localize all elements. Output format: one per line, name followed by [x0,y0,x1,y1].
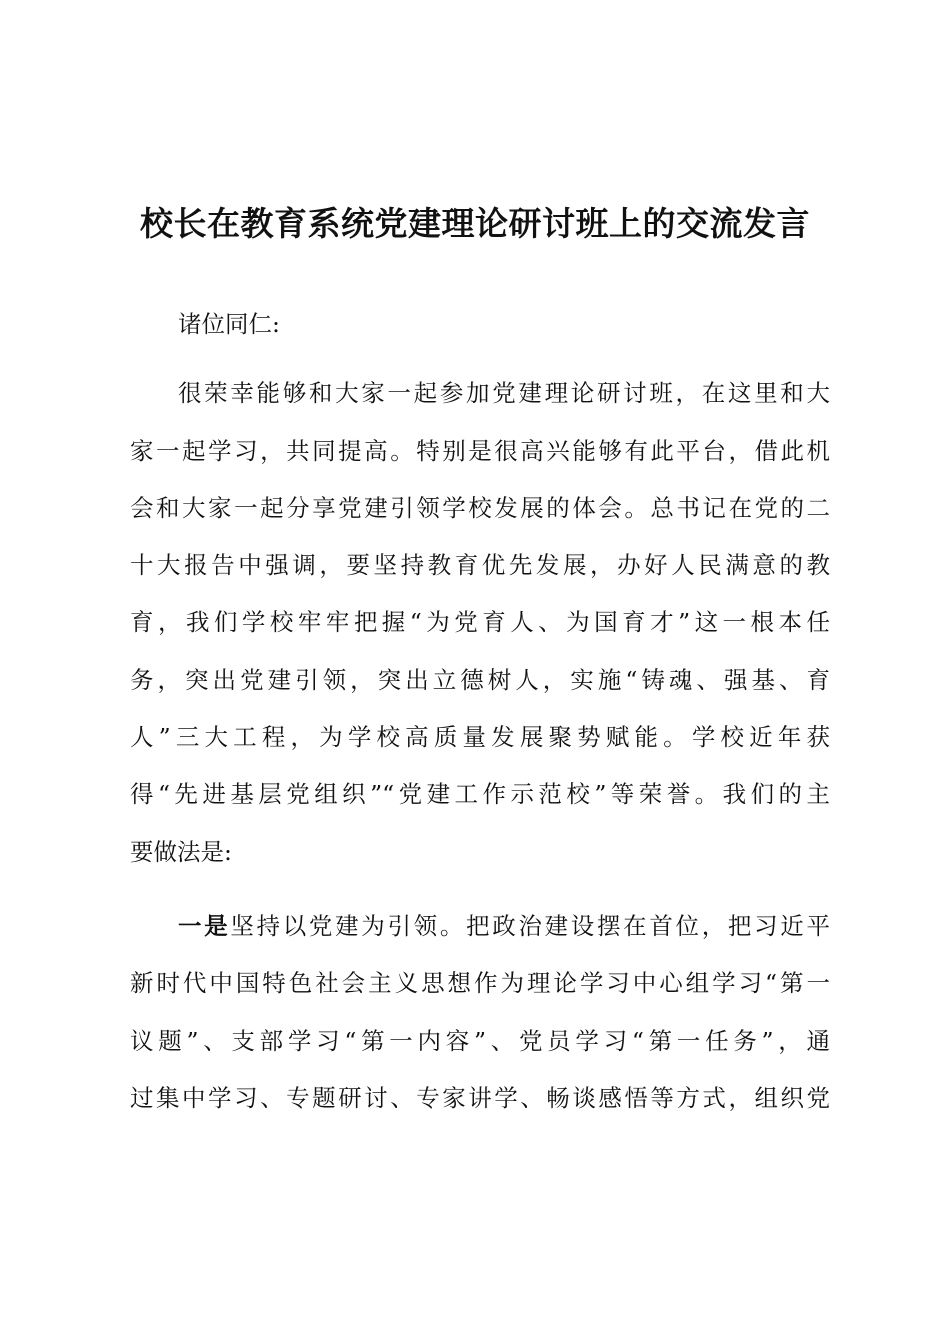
paragraph-line: 议题”、支部学习“第一内容”、党员学习“第一任务”，通 [130,1027,830,1055]
point-lead: 一是 [178,912,231,940]
paragraph-line: 新时代中国特色社会主义思想作为理论学习中心组学习“第一 [130,969,830,997]
paragraph-line: 会和大家一起分享党建引领学校发展的体会。总书记在党的二 [130,494,830,522]
document-title: 校长在教育系统党建理论研讨班上的交流发言 [140,204,810,243]
paragraph-line [178,906,830,946]
paragraph-line: 家一起学习，共同提高。特别是很高兴能够有此平台，借此机 [130,437,830,465]
paragraph-line: 很荣幸能够和大家一起参加党建理论研讨班，在这里和大 [178,379,830,407]
paragraph-line: 育，我们学校牢牢把握“为党育人、为国育才”这一根本任 [130,608,830,636]
paragraph-line: 得“先进基层党组织”“党建工作示范校”等荣誉。我们的主 [130,780,830,808]
paragraph-line: 要做法是: [130,838,232,866]
paragraph-line: 十大报告中强调，要坚持教育优先发展，办好人民满意的教 [130,551,830,579]
salutation: 诸位同仁: [178,310,280,338]
paragraph-line: 务，突出党建引领，突出立德树人，实施“铸魂、强基、育 [130,666,830,694]
paragraph-line: 过集中学习、专题研讨、专家讲学、畅谈感悟等方式，组织党 [130,1084,830,1112]
point-text: 坚持以党建为引领。把政治建设摆在首位，把习近平 [230,912,830,940]
paragraph-line: 人”三大工程，为学校高质量发展聚势赋能。学校近年获 [130,723,830,751]
